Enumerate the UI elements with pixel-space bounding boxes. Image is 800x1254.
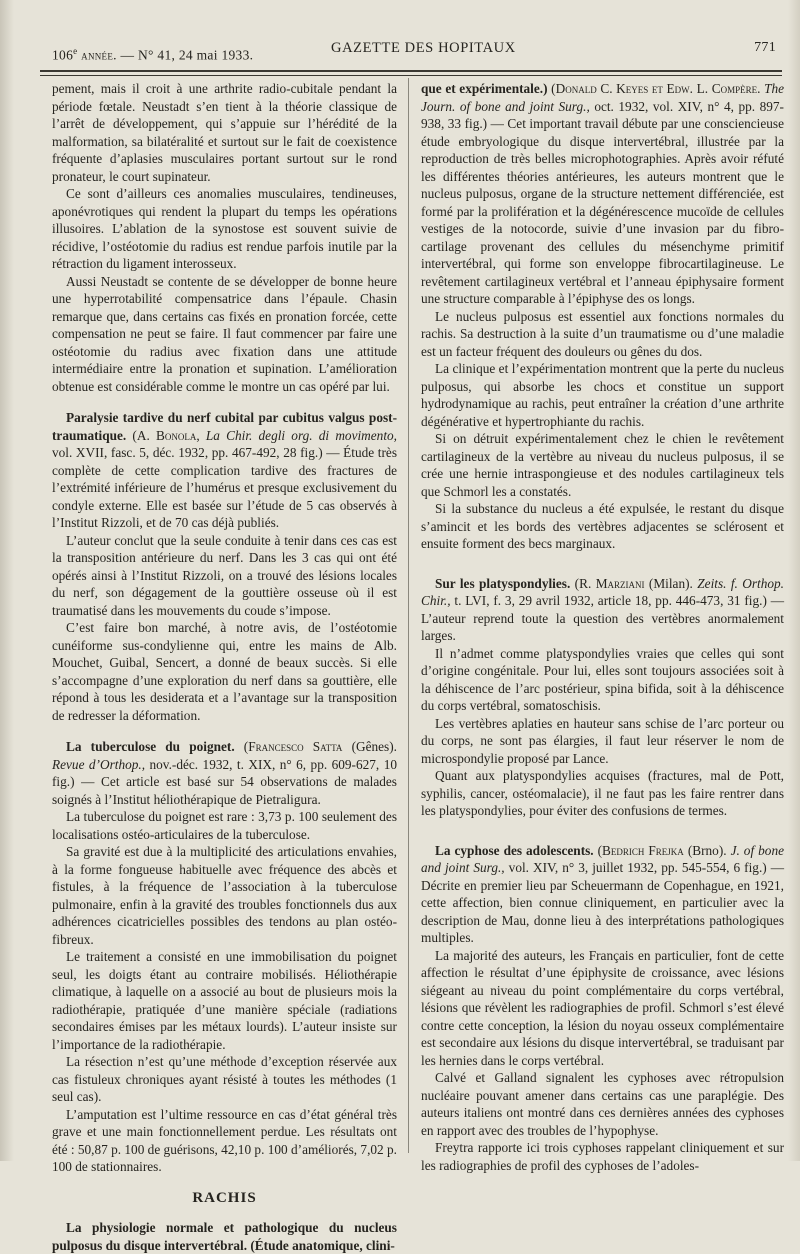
spacer xyxy=(421,553,784,575)
right-column xyxy=(421,80,784,1174)
paragraph: La clinique et l’expérimentation montrent que la perte du nucleus pulposus, qui absorbe les chocs et constitue un support hydrodynamique au rachis, peut entraîner la création d’une arthrite dégénérative et hypertrophiante du rachis. xyxy=(421,361,784,429)
column-divider xyxy=(408,78,409,1153)
paragraph: Ce sont d’ailleurs ces anomalies musculaires, tendineuses, aponévrotiques qui rendent la plupart du temps les opérations illusoires. L’ablation de la synostose est souvent suivie de récidive, l’ostéotomie du radius est rendue parfois inutile par la rétraction du ligament interosseux. xyxy=(52,186,397,271)
article-author-place: (Brno). xyxy=(687,842,727,858)
header-rule-thick xyxy=(40,70,782,72)
article-author: R. Marziani xyxy=(579,575,645,591)
paragraph: Les vertèbres aplaties en hauteur sans schise de l’arc porteur ou du corps, ne sont pas élargies, il faut leur réserver le nom de microspondylie proposé par Lance. xyxy=(421,715,784,766)
paragraph: C’est faire bon marché, à notre avis, de l’ostéotomie cunéiforme sus-condylienne qui, entre les mains de Alb. Mouchet, Guibal, Sencert, a donné de beaux succès. Si elle s’accompagne d’une exploration du nerf dans sa gouttière, elle répond à tous les desiderata et a l’avantage sur la transposition de redresser la déformation. xyxy=(52,620,397,723)
abstract-frejka: La cyphose des adolescents. (Bedrich Frejka (Brno). J. of bone and joint Surg., vol. XIV, n° 3, juillet 1932, pp. 545-554, 6 fig.) — Décrite en premier lieu par Scheuermann de Copenhague, en 1921, cette affection, bien connue cliniquement, en particulier avec la description de Mau, donne lieu à des interprétations pathologiques multiples. xyxy=(421,842,785,945)
article-title-continued: que et expérimentale.) xyxy=(421,81,548,96)
paragraph: La majorité des auteurs, les Français en particulier, font de cette affection le résultat d’une épiphysite de croissance, avec lésions siégeant au niveau du point complémentaire du corps vertébral, lésions que révèlent les radiographies de profil. Schmorl s’est élevé contre cette conception, la lésion du noyau osseux complémentaire est secondaire aux lésions du disque intervertébral, se traduisant par les hernies dans le corps vertébral. xyxy=(421,947,784,1068)
article-title: Paralysie tardive du nerf cubital par cubitus valgus post-traumatique. xyxy=(52,410,397,443)
paragraph: Si on détruit expérimentalement chez le chien le revêtement cartilagineux de la vertèbre au niveau du nucleus pulposus, il se crée une hernie intraspongieuse et des nodules cartilagineux tels que Schmorl les a constatés. xyxy=(421,431,784,499)
paragraph: Sa gravité est due à la multiplicité des articulations envahies, à la forme fongueuse habituelle avec fréquence des abcès et fistules, à la fréquence de l’association à la tuberculose pulmonaire, enfin à la gravité des troubles fonctionnels dus aux adhérences cicatricielles possibles des tendons au plan ostéo-fibreux. xyxy=(52,844,397,947)
article-journal: La Chir. degli org. di movimento, xyxy=(205,427,397,443)
article-summary: t. LVI, f. 3, 29 avril 1932, article 18, pp. 446-473, 31 fig.) — L’auteur reprend toute la question des vertèbres anormalement larges. xyxy=(421,593,785,643)
article-author-place: (Milan). xyxy=(648,575,693,591)
abstract-satta: La tuberculose du poignet. (Francesco Satta (Gênes). Revue d’Orthop., nov.-déc. 1932, t. XIX, n° 6, pp. 609-627, 10 fig.) — Cet article est basé sur 54 observations de malades soignés à l’Institut héliothérapique de Pietraligura. xyxy=(52,739,397,807)
article-author: Francesco Satta xyxy=(248,739,343,754)
spacer xyxy=(52,395,397,409)
left-column xyxy=(52,80,397,1254)
spacer xyxy=(421,820,784,842)
paragraph: Aussi Neustadt se contente de se développer de bonne heure une hyperrotabilité compensatrice dans l’épaule. Chasin remarque que, dans certains cas fixés en pronation forcée, cette compensation ne peut se faire. Il faut commencer par faire une ostéotomie du radius avec fixation dans une attitude intermédiaire entre la pronation et supination. L’amélioration obtenue est considérable comme le montre un cas opéré par lui. xyxy=(52,273,397,394)
article-title: La cyphose des adolescents. xyxy=(435,842,594,858)
article-title: La physiologie normale et pathologique du nucleus pulposus du disque intervertébral. (Étude anatomique, clini- xyxy=(52,1220,397,1253)
article-summary: vol. XVII, fasc. 5, déc. 1932, pp. 467-492, 28 fig.) — Étude très complète de cette complication tardive des fractures de l’extrémité inférieure de l’humérus et presque exclusivement du condyle externe. Elle est basée sur l’étude de 5 cas observés à l’Institut Rizzoli, et de 70 cas déjà publiés. xyxy=(52,445,397,530)
article-journal: Zeits. f. Orthop. Chir., xyxy=(421,575,785,608)
article-journal: J. of bone and joint Surg., xyxy=(421,842,784,875)
article-summary: vol. XIV, n° 3, juillet 1932, pp. 545-554, 6 fig.) — Décrite en premier lieu par Scheuermann de Copenhague, en 1921, cette affection, bien connue cliniquement, en particulier avec la description de Mau, donne lieu à des interprétations pathologiques multiples. xyxy=(421,860,785,945)
paragraph: Il n’admet comme platyspondylies vraies que celles qui sont d’origine congénitale. Pour lui, elles sont toujours associées soit à la déhiscence de l’arc postérieur, spina bifida, soit à la déhiscence du corps vertébral, somatoschisis. xyxy=(421,645,784,713)
abstract-marziani: Sur les platyspondylies. (R. Marziani (Milan). Zeits. f. Orthop. Chir., t. LVI, f. 3, 29 avril 1932, article 18, pp. 446-473, 31 fig.) — L’auteur reprend toute la question des vertèbres anormalement larges. xyxy=(421,575,785,643)
volume-suffix: e xyxy=(73,46,78,56)
volume-number: 106 xyxy=(52,47,74,63)
article-journal: Revue d’Orthop., xyxy=(52,756,146,772)
abstract-keyes-cont: que et expérimentale.) (Donald C. Keyes et Edw. L. Compère. The Journ. of bone and joint Surg., oct. 1932, vol. XIV, n° 4, pp. 897-938, 33 fig.) — Cet important travail débute par une consciencieuse étude embryologique du disque intervertébral, illustrée par la reproduction de très belles microphotographies. Après avoir réfuté les différentes théories antérieures, les auteurs montrent que le nucleus pulposus, organe de la structure nettement différenciée, est formé par la prolifération et la dégénérescence mucoïde de cellules vestiges de la notocorde, suivie d’une invasion par du fibro-cartilage provenant des cellules du mésenchyme primitif intervertébral, qui forme son enveloppe fibrocartilagineuse. Le revêtement cartilagineux vertébral et l’anneau épiphysaire forment une structure comparable à l’épiphyse des os longs. xyxy=(421,81,785,306)
paragraph: Le traitement a consisté en une immobilisation du poignet seul, les doigts étant au contraire mobilisés. Héliothérapie climatique, à laquelle on a associé au bout de plusieurs mois la radiothérapie, pratiquée d’une manière spéciale (radiations secondaires émises par les métaux lourds). L’auteur insiste sur l’importance de la radiothérapie. xyxy=(52,949,397,1052)
article-author: Donald C. Keyes et Edw. L. Compère. xyxy=(555,81,761,96)
article-author: A. Bonola xyxy=(136,427,197,443)
header-rule-thin xyxy=(40,75,782,76)
section-heading: RACHIS xyxy=(192,1189,257,1206)
abstract-keyes-start xyxy=(52,1219,397,1254)
article-title: La tuberculose du poignet. xyxy=(66,739,235,754)
article-title: Sur les platyspondylies. xyxy=(435,575,571,591)
paragraph: Quant aux platyspondylies acquises (fractures, mal de Pott, syphilis, cancer, ostéomalacie), il ne faut pas les faire rentrer dans les platyspondylies, pour éviter des confusions de termes. xyxy=(421,768,784,818)
paragraph: Si la substance du nucleus a été expulsée, le restant du disque s’amincit et les bords des vertèbres adjacentes se sclérosent et ensuite forment des becs marginaux. xyxy=(421,501,784,551)
running-head xyxy=(52,40,782,68)
paragraph: Freytra rapporte ici trois cyphoses rappelant cliniquement et sur les radiographies de profil des cyphoses de l’adoles- xyxy=(421,1140,784,1173)
article-author: Bedrich Frejka xyxy=(602,842,684,858)
paragraph: La tuberculose du poignet est rare : 3,73 p. 100 seulement des localisations ostéo-articulaires de la tuberculose. xyxy=(52,809,397,842)
abstract-bonola: Paralysie tardive du nerf cubital par cubitus valgus post-traumatique. (A. Bonola, La Chir. degli org. di movimento, vol. XVII, fasc. 5, déc. 1932, pp. 467-492, 28 fig.) — Étude très complète de cette complication tardive des fractures de l’extrémité inférieure de l’humérus et presque exclusivement du condyle externe. Elle est basée sur l’étude de 5 cas observés à l’Institut Rizzoli, et de 70 cas déjà publiés. xyxy=(52,410,397,530)
paragraph: pement, mais il croit à une arthrite radio-cubitale pendant la période fœtale. Neustadt s’en tient à la théorie classique de l’arrêt de développement, qui s’appuie sur l’hérédité de la malformation, sa bilatéralité et surtout sur le fait de coexistence fréquente d’aplasies musculaires portant surtout sur le rond pronateur, le court supinateur. xyxy=(52,81,397,184)
page-edge-shadow-left xyxy=(0,0,14,1161)
paragraph: Le nucleus pulposus est essentiel aux fonctions normales du rachis. Sa destruction à la suite d’un traumatisme ou d’une maladie est un facteur fréquent des douleurs ou gênes du dos. xyxy=(421,308,784,359)
page-number: 771 xyxy=(754,40,776,55)
paragraph: Calvé et Galland signalent les cyphoses avec rétropulsion nucléaire pouvant amener dans certains cas une paraplégie. Des auteurs italiens ont montré dans ces dernières années des cyphoses en rapport avec des troubles de l’hypophyse. xyxy=(421,1070,784,1138)
issue-date: — N° 41, 24 mai 1933. xyxy=(120,47,254,63)
spacer xyxy=(52,724,397,738)
article-summary: nov.-déc. 1932, t. XIX, n° 6, pp. 609-627, 10 fig.) — Cet article est basé sur 54 observations de malades soignés à l’Institut héliothérapique de Pietraligura. xyxy=(52,756,397,807)
article-journal: The Journ. of bone and joint Surg., xyxy=(421,81,785,114)
journal-title: GAZETTE DES HOPITAUX xyxy=(331,40,516,56)
issue-info xyxy=(52,46,253,64)
page-edge-shadow-right xyxy=(788,0,800,1161)
paragraph: L’auteur conclut que la seule conduite à tenir dans ces cas est la transposition antérieure du nerf. Dans les 3 cas qui ont été opérés ainsi à l’Institut Rizzoli, on a trouvé des lésions locales du nerf, son dégagement de la gouttière osseuse où il est traumatisé dans les mouvements du coude s’impose. xyxy=(52,532,397,618)
article-summary: oct. 1932, vol. XIV, n° 4, pp. 897-938, 33 fig.) — Cet important travail débute par une consciencieuse étude embryologique du disque intervertébral, illustrée par la reproduction de très belles microphotographies. Après avoir réfuté les différentes théories antérieures, les auteurs montrent que le nucleus pulposus, organe de la structure nettement différenciée, est formé par la prolifération et la dégénérescence mucoïde de cellules vestiges de la notocorde, suivie d’une invasion par du fibro-cartilage provenant des cellules du mésenchyme primitif intervertébral, qui forme son enveloppe fibrocartilagineuse. Le revêtement cartilagineux vertébral et l’anneau épiphysaire forment une structure comparable à l’épiphyse des os longs. xyxy=(421,98,784,306)
paragraph: L’amputation est l’ultime ressource en cas d’état général très grave et une main fonctionnellement perdue. Les résultats ont été : 50,87 p. 100 de guérisons, 42,10 p. 100 d’améliorés, 7,02 p. 100 de stationnaires. xyxy=(52,1106,397,1174)
paragraph: La résection n’est qu’une méthode d’exception réservée aux cas fistuleux chroniques ayant résisté à toutes les méthodes (1 seul cas). xyxy=(52,1054,397,1104)
article-author-place: (Gênes). xyxy=(351,739,397,754)
annee-label: année. xyxy=(81,47,117,63)
